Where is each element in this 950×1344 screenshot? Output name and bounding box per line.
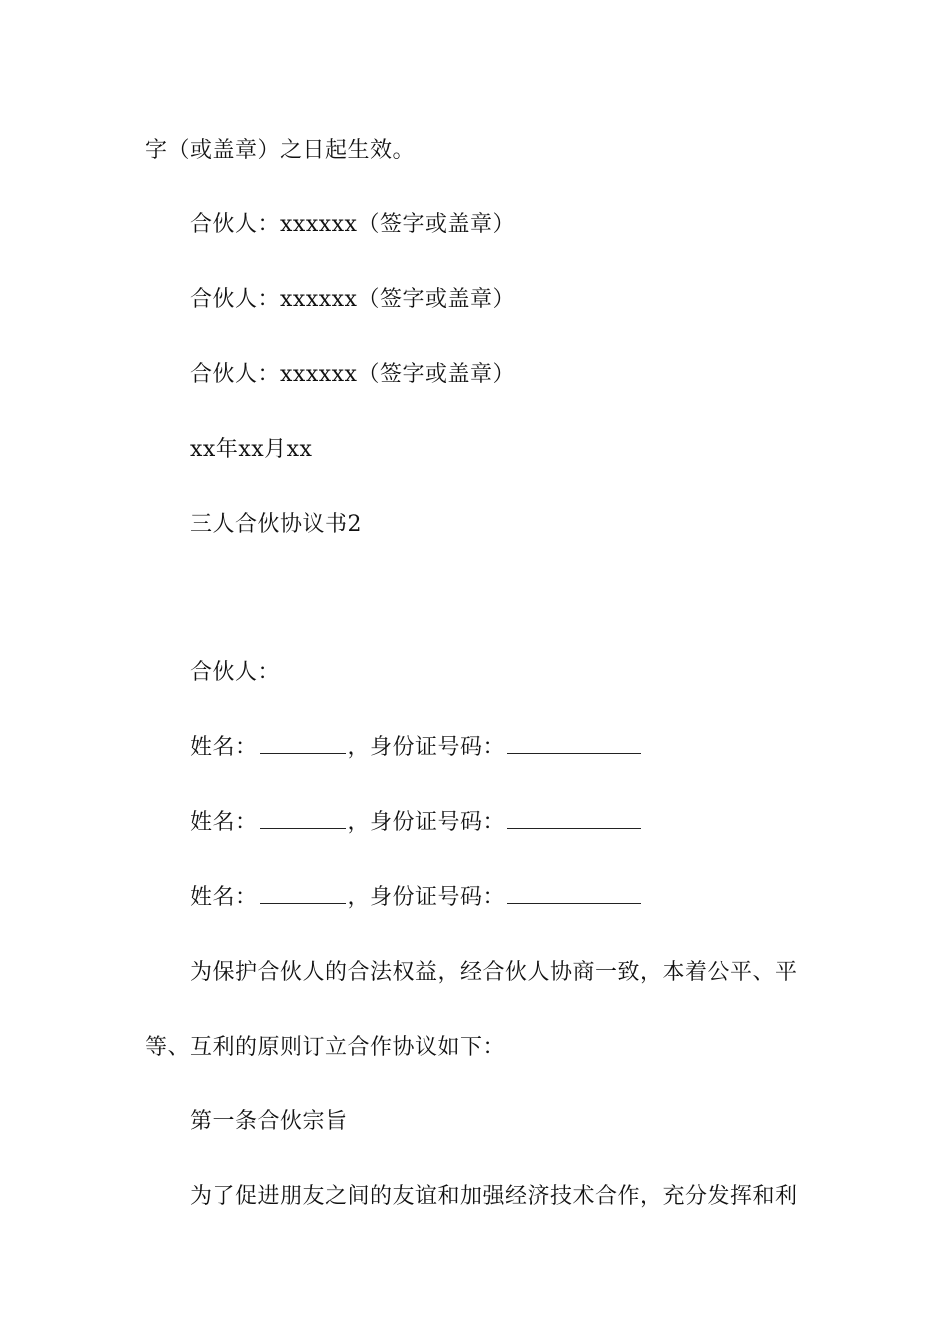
partner-signature-2: 合伙人：xxxxxx（签字或盖章） bbox=[190, 287, 515, 312]
paragraph-intro-line-2: 等、互利的原则订立合作协议如下： bbox=[145, 1035, 506, 1060]
id-label: ，身份证号码： bbox=[347, 810, 506, 835]
article-body-line-1: 为了促进朋友之间的友谊和加强经济技术合作，充分发挥和利 bbox=[190, 1184, 798, 1209]
partner-form-row-3 bbox=[190, 883, 641, 913]
name-blank bbox=[260, 883, 346, 904]
partner-form-row-1 bbox=[190, 733, 641, 763]
id-blank bbox=[507, 733, 641, 754]
id-label: ，身份证号码： bbox=[347, 885, 506, 910]
article-heading: 第一条合伙宗旨 bbox=[190, 1109, 348, 1134]
name-blank bbox=[260, 733, 346, 754]
partners-heading: 合伙人： bbox=[190, 660, 281, 685]
name-blank bbox=[260, 808, 346, 829]
partner-signature-1: 合伙人：xxxxxx（签字或盖章） bbox=[190, 212, 515, 237]
partner-form-row-2 bbox=[190, 808, 641, 838]
name-label: 姓名： bbox=[190, 735, 258, 760]
partner-signature-3: 合伙人：xxxxxx（签字或盖章） bbox=[190, 362, 515, 387]
name-label: 姓名： bbox=[190, 810, 258, 835]
section-title: 三人合伙协议书2 bbox=[190, 512, 362, 537]
id-blank bbox=[507, 883, 641, 904]
id-label: ，身份证号码： bbox=[347, 735, 506, 760]
signing-date: xx年xx月xx bbox=[190, 437, 313, 462]
paragraph-intro-line-1: 为保护合伙人的合法权益，经合伙人协商一致，本着公平、平 bbox=[190, 960, 798, 985]
name-label: 姓名： bbox=[190, 885, 258, 910]
text-effective-clause: 字（或盖章）之日起生效。 bbox=[145, 138, 416, 163]
id-blank bbox=[507, 808, 641, 829]
